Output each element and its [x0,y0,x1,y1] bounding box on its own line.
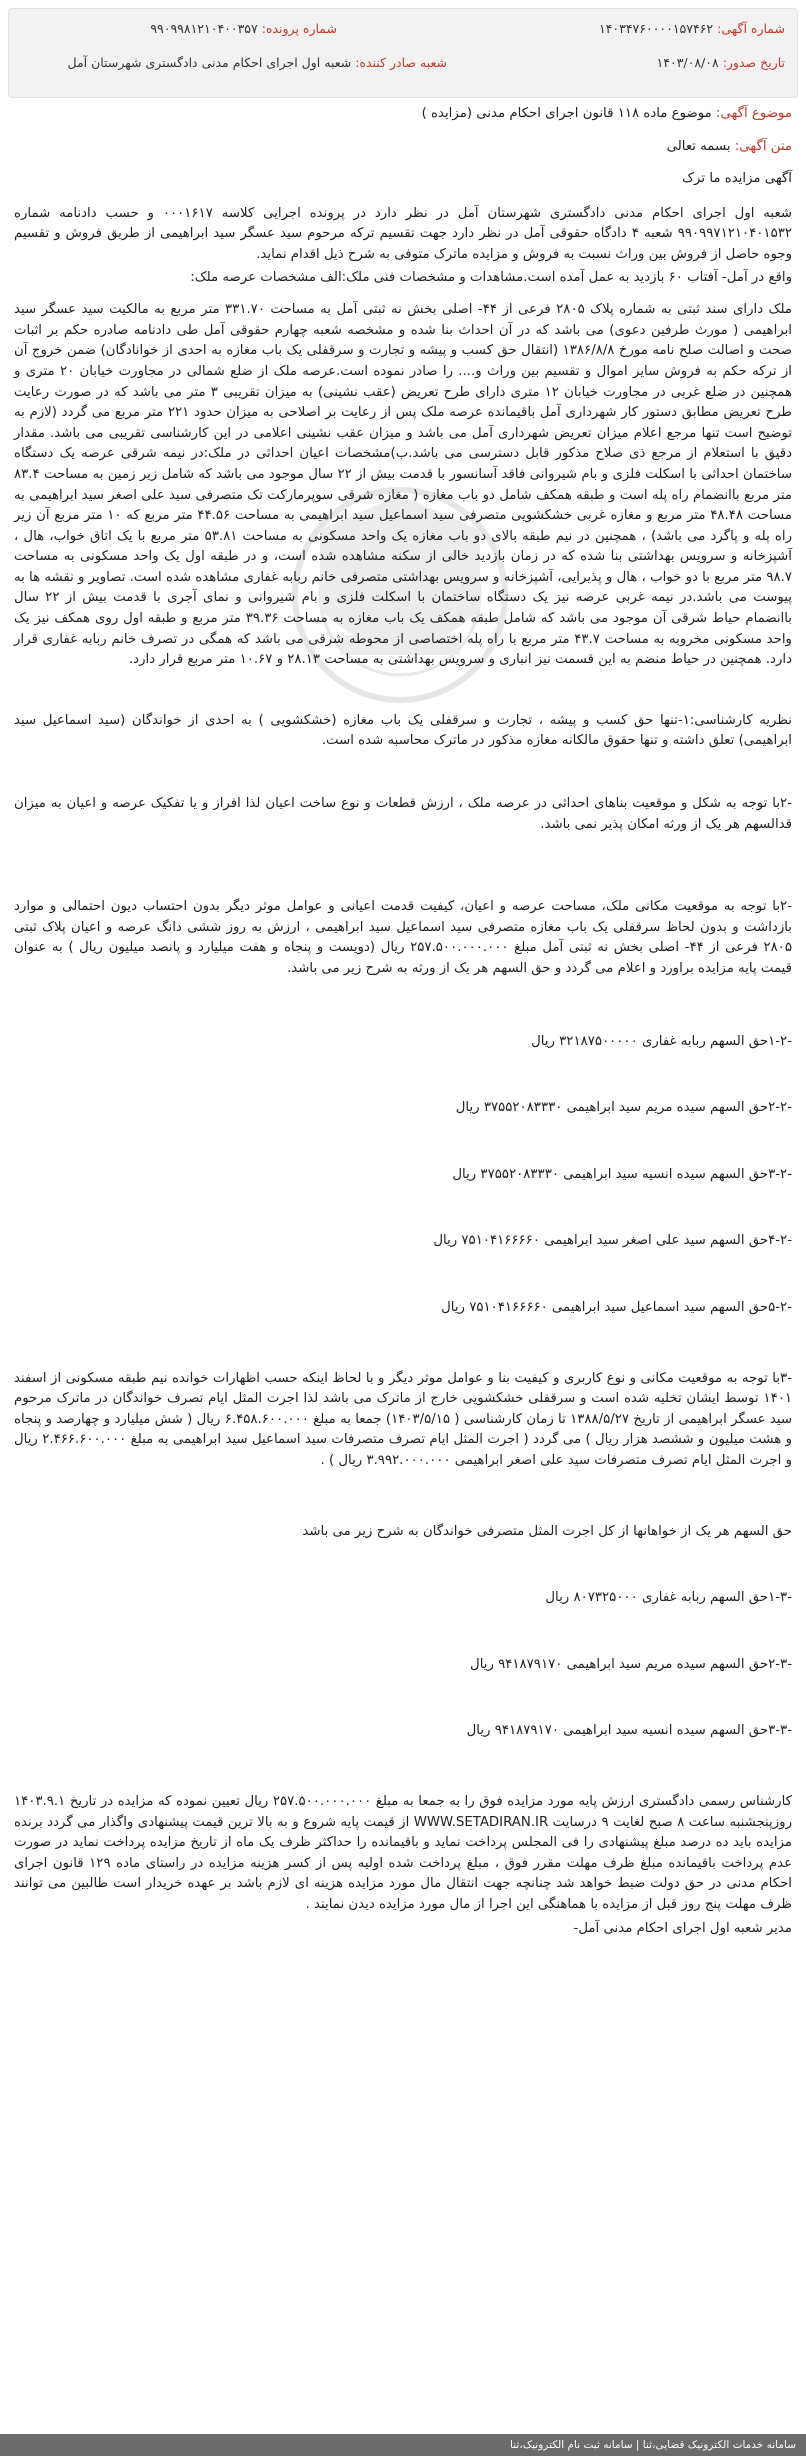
footer-bar [0,2434,806,2456]
share-line-5: -۵-۲حق السهم سید اسماعیل سید ابراهیمی ۷۵۱۰۴۱۶۶۶۶۰ ریال [441,1299,792,1315]
subject-text: موضوع ماده ۱۱۸ قانون اجرای احکام مدنی (مزایده ) [421,106,712,121]
issuer: شعبه اول اجرای احکام مدنی دادگستری شهرستان آمل [67,55,352,70]
paragraph-5: -۲با توجه به شکل و موقعیت بناهای احداثی در عرصه ملک ، ارزش قطعات و نوع ساخت اعیان لذا افراز و یا تفکیک عرصه و اعیان به میزان قدالسهم هر یک از ورثه امکان پذیر نمی باشد. [14,796,792,832]
text-label: متن آگهی: [734,138,792,154]
case-number: ۹۹۰۹۹۸۱۲۱۰۴۰۰۳۵۷ [150,21,258,36]
ad-number-label: شماره آگهی: [717,21,785,36]
text-line [14,137,792,158]
ad-content [14,104,792,1940]
paragraph-1: شعبه اول اجرای احکام مدنی دادگستری شهرستان آمل در نظر دارد در پرونده اجرایی کلاسه ۰۰۰۱۶۱۷ و حسب دادنامه شماره ۹۹۰۹۹۷۱۲۱۰۴۰۱۵۳۲ شعبه ۴ دادگاه حقوقی آمل در نظر دارد جهت تقسیم ترکه مرحوم سید عسگر سید ابراهیمی از طریق فروش و تقسیم وجوه حاصل از فروش بین وراث نسبت به فروش و مزایده ماترک متوفی به شرح ذیل اقدام نماید. [14,205,793,262]
issuer-label: شعبه صادر کننده: [355,55,447,70]
closing-signature: مدیر شعبه اول اجرای احکام مدنی آمل- [573,1921,792,1937]
paragraph-6: -۲با توجه به موقعیت مکانی ملک، مساحت عرصه و اعیان، کیفیت قدمت اعیانی و عوامل موثر دیگر بدون احتساب دیون احتمالی و موارد بازداشت و بدون لحاظ سرقفلی یک باب مغازه متصرفی سید اسماعیل سید ابراهیمی ، ارزش به روز ششی دانگ عرصه و اعیان پلاک ثبتی ۲۸۰۵ فرعی از ۴۴- اصلی بخش نه ثبتی آمل مبلغ ۲۵۷.۵۰۰.۰۰۰.۰۰۰ ریال (دویست و پنجاه و هفت میلیارد و پانصد میلیون ریال ) به عنوان قیمت پایه مزایده براورد و اعلام می گردد و حق السهم هر یک از ورثه به شرح زیر می باشد. [14,899,793,976]
footer-text: سامانه خدمات الکترونیک قضایی،ثنا | سامانه ثبت نام الکترونیک،ثنا [510,2439,796,2451]
share-line-4: -۴-۲حق السهم سید علی اصغر سید ابراهیمی ۷۵۱۰۴۱۶۶۶۶۰ ریال [433,1233,792,1249]
case-number-label: شماره پرونده: [261,21,337,36]
case-number-row [150,21,337,36]
share-line-3: -۳-۲حق السهم سیده انسیه سید ابراهیمی ۳۷۵۵۲۰۸۳۳۳۰ ریال [452,1166,792,1182]
subject-label: موضوع آگهی: [715,106,792,121]
issue-date-row [657,55,785,70]
issuer-row [68,55,447,70]
paragraph-9: کارشناس رسمی دادگستری ارزش پایه مورد مزایده فوق را به جمعا به مبلغ ۲۵۷.۵۰۰.۰۰۰.۰۰۰ ریال تعیین نموده که مزایده در تاریخ ۱۴۰۳.۹.۱ روزپنجشنبه ساعت ۸ صبح لغایت ۹ درسایت WWW.SETADIRAN.IR از قیمت پایه شروع و به بالا ترین قیمت پیشنهادی واگذار می گردد برنده مزایده باید ده درصد مبلغ پیشنهادی را فی المجلس پرداخت نماید و باقیمانده را حداکثر ظرف یک ماه از تاریخ مزایده پرداخت نماید در صورت عدم پرداخت باقیمانده مبلغ ظرف مهلت مقرر فوق ، مبلغ پرداخت شده اولیه پس از کسر هزینه مزایده در راستای ماده ۱۲۹ قانون اجرای احکام مدنی در حق دولت ضبط خواهد شد چنانچه جهت انتقال مال مورد مزایده هزینه ای لازم باشد بر عهده خریدار است طالبین می توانند ظرف مهلت پنج روز قبل از مزایده با هماهنگی این اجرا از مال مورد مزایده دیدن نمایند . [14,1793,793,1912]
text-intro: بسمه تعالی [666,138,731,154]
ad-number: ۱۴۰۳۴۷۶۰۰۰۰۱۵۷۴۶۲ [598,21,714,36]
share-line-2: -۲-۲حق السهم سیده مریم سید ابراهیمی ۳۷۵۵۲۰۸۳۳۳۰ ریال [455,1100,792,1116]
share-line-8: -۳-۳حق السهم سیده انسیه سید ابراهیمی ۹۴۱۸۷۹۱۷۰ ریال [466,1723,792,1739]
issue-date: ۱۴۰۳/۰۸/۰۸ [656,55,719,70]
ad-number-row [599,21,785,36]
paragraph-3: ملک دارای سند ثبتی به شماره پلاک ۲۸۰۵ فرعی از ۴۴- اصلی بخش نه ثبتی آمل به مساحت ۳۳۱.۷۰ متر مربع به مالکیت سید عسگر سید ابراهیمی ( مورث طرفین دعوی) می باشد که در آن احداث بنا شده و مشخصه شعبه چهارم حقوقی آمل طی دادنامه صادره حکم بر اثبات صحت و اصالت صلح نامه مورخ ۱۳۸۶/۸/۸ (انتقال حق کسب و پیشه و تجارت و سرقفلی یک باب مغازه به احدی از خوانادگان) ضمن خروج آن از ترکه حکم به فروش سایر اموال و تقسیم بین وراث و.... را صادر نموده است.عرصه ملک از ضلع شمالی در مجاورت خیابان ۲۰ متری و همچنین در ضلع غربی در مجاورت خیابان ۱۲ متری دارای طرح تعریض (عقب نشینی) به میزان تقریبی ۳ متر می باشد که در صورت رعایت طرح تعریض مطابق دستور کار شهرداری آمل باقیمانده عرصه ملک پس از رعایت بر اصلاحی به میزان حدود ۲۲۱ متر مربع می گردد (لازم به توضیح است تنها مرجع اعلام میزان تعریض شهرداری آمل می باشد و میزان عقب نشینی اعلامی در این کارشناسی تقریبی می باشد. مقدار دقیق با استعلام از مرجع ذی صلاح مذکور قابل دسترسی می باشد.ب)مشخصات اعیان احداثی در ملک:در نیمه شرقی عرصه یک دستگاه ساختمان احداثی با اسکلت فلزی و بام شیروانی فاقد آسانسور با قدمت بیش از ۲۲ سال موجود می باشد که شامل زیر زمین به مساحت ۸۳.۴ متر مربع باانضمام راه پله است و طبقه همکف شامل دو باب مغازه ( مغازه شرقی سوپرمارکت تک متصرفی سید علی اصغر سید ابراهیمی به مساحت ۴۸.۴۸ متر مربع و مغازه غربی خشکشویی متصرفی سید اسماعیل سید ابراهیمی به مساحت ۴۴.۵۶ متر مربع که ۱۰ متر مربع آن زیر راه پله و پاگرد می باشد) ، همچنین در نیم طبقه بالای دو باب مغازه یک واحد مسکونی به مساحت ۵۳.۸۱ متر مربع با یک اتاق خواب، هال ، آشپزخانه و سرویس بهداشتی بنا شده که در زمان بازدید خالی از سکنه مشاهده شده است، و در طبقه اول یک واحد مسکونی به مساحت ۹۸.۷ متر مربع با دو خواب ، هال و پذیرایی، آشپزخانه و سرویس بهداشتی متصرفی خانم ربابه غفاری مشاهده شده است. تصاویر و نقشه ها به پیوست می باشد.در نیمه غربی عرصه نیز یک دستگاه ساختمان با اسکلت فلزی و بام شیروانی و نمای آجری با قدمت بیش از ۲۲ سال باانضمام حیاط شرقی آن موجود می باشد که شامل طبقه همکف یک باب مغازه به مساحت ۳۹.۳۶ متر مربع و طبقه اول روی همکف نیز یک واحد مسکونی مخروبه به مساحت ۴۳.۷ متر مربع با راه پله اختصاصی از محوطه شرقی می باشد که همگی در تصرف خانم ربابه غفاری قرار دارد. همچنین در حیاط منضم به این قسمت نیز انباری و سرویس بهداشتی به مساحت ۲۸.۱۳ و ۱۰.۶۷ متر مربع قرار دارد. [14,302,793,668]
paragraph-2: واقع در آمل- آفتاب ۶۰ بازدید به عمل آمده است.مشاهدات و مشخصات فنی ملک:الف مشخصات عرصه ملک: [190,269,792,285]
paragraph-8: حق السهم هر یک از خواهانها از کل اجرت المثل متصرفی خواندگان به شرح زیر می باشد [302,1523,792,1539]
issue-date-label: تاریخ صدور: [722,55,785,70]
ad-title: آگهی مزایده ما ترک [682,171,792,187]
share-line-7: -۲-۳حق السهم سیده مریم سید ابراهیمی ۹۴۱۸۷۹۱۷۰ ریال [470,1656,792,1672]
subject-line [14,104,792,125]
paragraph-4: نظریه کارشناسی:۱-تنها حق کسب و پیشه ، تجارت و سرقفلی یک باب مغازه (خشکشویی ) به احدی از خواندگان (سید اسماعیل سید ابراهیمی) تعلق داشته و تنها حقوق مالکانه مغازه مذکور در ماترک محاسبه شده است. [14,712,792,749]
share-line-1: -۱-۲حق السهم ربابه غفاری ۳۲۱۸۷۵۰۰۰۰۰ ریال [531,1033,792,1049]
ad-header-box [8,8,798,98]
paragraph-7: -۳با توجه به موقعیت مکانی و نوع کاربری و کیفیت بنا و عوامل موثر دیگر و با لحاظ اینکه حسب اظهارات خوانده نیم طبقه مسکونی از اسفند ۱۴۰۱ توسط ایشان تخلیه شده است و سرقفلی خشکشویی خارج از ماترک می باشد لذا اجرت المثل ایام تصرف خواندگان در ماترک مرحوم سید عسگر ابراهیمی از تاریخ ۱۳۸۸/۵/۲۷ تا زمان کارشناسی ( ۱۴۰۳/۵/۱۵) جمعا به مبلغ ۶.۴۵۸.۶۰۰.۰۰۰ ریال ( شش میلیارد و چهارصد و پنجاه و هشت میلیون و ششصد هزار ریال ) می گردد ( اجرت المثل ایام تصرف متصرفات سید اسماعیل سید ابراهیمی به مبلغ ۲.۴۶۶.۶۰۰.۰۰۰ ریال و اجرت المثل ایام تصرف متصرفات سید علی اصغر ابراهیمی ۳.۹۹۲.۰۰۰.۰۰۰ ریال ) . [14,1370,792,1468]
share-line-6: -۱-۳حق السهم ربابه غفاری ۸۰۷۳۲۵۰۰۰ ریال [545,1590,792,1606]
